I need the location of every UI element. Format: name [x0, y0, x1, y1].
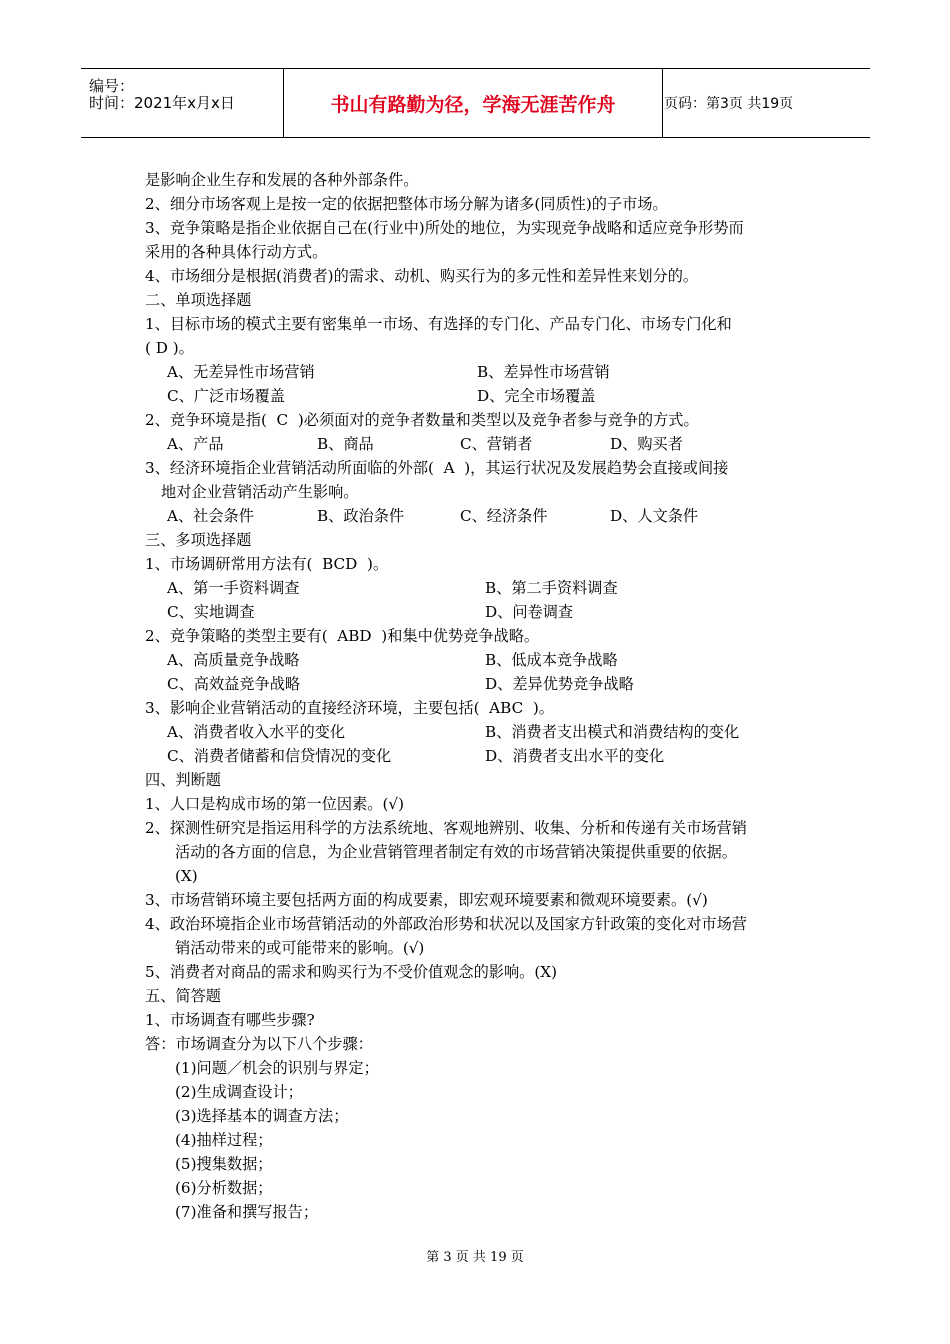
option: D、消费者支出水平的变化	[485, 747, 665, 765]
answer-step: (2)生成调查设计；	[175, 1083, 303, 1101]
option: D、问卷调查	[485, 603, 574, 621]
option-row	[145, 744, 825, 768]
answer-step: (1)问题／机会的识别与界定；	[175, 1059, 379, 1077]
section-heading: 五、简答题	[145, 987, 221, 1005]
question-text: ( D )。	[145, 339, 194, 357]
option: C、消费者储蓄和信贷情况的变化	[167, 747, 392, 765]
text-line: 3、竞争策略是指企业依据自己在(行业中)所处的地位，为实现竞争战略和适应竞争形势而	[145, 219, 744, 237]
header-page-cell	[663, 69, 870, 137]
option: C、实地调查	[167, 603, 255, 621]
option: D、完全市场覆盖	[477, 387, 596, 405]
document-body	[145, 168, 825, 1224]
option-row	[145, 600, 825, 624]
option: C、高效益竞争战略	[167, 675, 301, 693]
question-text: 3、影响企业营销活动的直接经济环境，主要包括( ABC )。	[145, 699, 554, 717]
section-heading: 三、多项选择题	[145, 531, 252, 549]
answer-step: (7)准备和撰写报告；	[175, 1203, 319, 1221]
judgement-item: 5、消费者对商品的需求和购买行为不受价值观念的影响。(X)	[145, 963, 558, 981]
answer-step: (5)搜集数据；	[175, 1155, 273, 1173]
answer-text: 答：市场调查分为以下八个步骤：	[145, 1035, 373, 1053]
option-row	[145, 648, 825, 672]
question-text: 2、竞争环境是指( C )必须面对的竞争者数量和类型以及竞争者参与竞争的方式。	[145, 411, 699, 429]
date-label: 时间：2021年x月x日	[89, 94, 235, 112]
text-line: 2、细分市场客观上是按一定的依据把整体市场分解为诸多(同质性)的子市场。	[145, 195, 668, 213]
option-row	[145, 432, 825, 456]
option: B、差异性市场营销	[477, 363, 610, 381]
option-row	[145, 576, 825, 600]
page-header	[81, 68, 870, 138]
option: D、购买者	[610, 435, 683, 453]
judgement-item: 销活动带来的或可能带来的影响。(√)	[175, 939, 425, 957]
answer-step: (4)抽样过程；	[175, 1131, 273, 1149]
question-text: 2、竞争策略的类型主要有( ABD )和集中优势竞争战略。	[145, 627, 540, 645]
question-text: 1、目标市场的模式主要有密集单一市场、有选择的专门化、产品专门化、市场专门化和	[145, 315, 732, 333]
text-line: 4、市场细分是根据(消费者)的需求、动机、购买行为的多元性和差异性来划分的。	[145, 267, 699, 285]
question-text: 1、市场调查有哪些步骤?	[145, 1011, 315, 1029]
question-text: 3、经济环境指企业营销活动所面临的外部( A )，其运行状况及发展趋势会直接或间接	[145, 459, 729, 477]
motto-text: 书山有路勤为径，学海无涯苦作舟	[330, 93, 616, 116]
option: A、产品	[167, 435, 224, 453]
answer-step: (3)选择基本的调查方法；	[175, 1107, 349, 1125]
section-heading: 四、判断题	[145, 771, 221, 789]
judgement-item: 活动的各方面的信息，为企业营销管理者制定有效的市场营销决策提供重要的依据。	[175, 843, 737, 861]
page-footer	[0, 1246, 950, 1265]
option: C、广泛市场覆盖	[167, 387, 285, 405]
answer-step: (6)分析数据；	[175, 1179, 273, 1197]
option-row	[145, 504, 825, 528]
judgement-item: 4、政治环境指企业市场营销活动的外部政治形势和状况以及国家方针政策的变化对市场营	[145, 915, 747, 933]
page-info: 页码：第3页 共19页	[664, 96, 794, 112]
option: B、低成本竞争战略	[485, 651, 618, 669]
option: B、政治条件	[317, 507, 405, 525]
option: D、差异优势竞争战略	[485, 675, 634, 693]
option-row	[145, 720, 825, 744]
text-line: 是影响企业生存和发展的各种外部条件。	[145, 171, 419, 189]
option: C、经济条件	[460, 507, 548, 525]
question-text: 地对企业营销活动产生影响。	[161, 483, 359, 501]
option: A、消费者收入水平的变化	[167, 723, 346, 741]
option: C、营销者	[460, 435, 533, 453]
text-line: 采用的各种具体行动方式。	[145, 243, 328, 261]
judgement-item: 2、探测性研究是指运用科学的方法系统地、客观地辨别、收集、分析和传递有关市场营销	[145, 819, 747, 837]
option: B、商品	[317, 435, 374, 453]
judgement-item: (X)	[175, 867, 198, 885]
question-text: 1、市场调研常用方法有( BCD )。	[145, 555, 389, 573]
option-row	[145, 384, 825, 408]
judgement-item: 3、市场营销环境主要包括两方面的构成要素，即宏观环境要素和微观环境要素。(√)	[145, 891, 708, 909]
option: B、消费者支出模式和消费结构的变化	[485, 723, 740, 741]
header-motto-cell	[283, 69, 663, 137]
option: B、第二手资料调查	[485, 579, 618, 597]
option-row	[145, 672, 825, 696]
number-label: 编号：	[89, 77, 135, 95]
header-meta	[81, 69, 283, 137]
option: A、社会条件	[167, 507, 254, 525]
option: A、高质量竞争战略	[167, 651, 300, 669]
judgement-item: 1、人口是构成市场的第一位因素。(√)	[145, 795, 405, 813]
option: A、第一手资料调查	[167, 579, 300, 597]
footer-page-number: 第 3 页 共 19 页	[426, 1250, 524, 1265]
option-row	[145, 360, 825, 384]
option: A、无差异性市场营销	[167, 363, 315, 381]
section-heading: 二、单项选择题	[145, 291, 252, 309]
option: D、人文条件	[610, 507, 699, 525]
